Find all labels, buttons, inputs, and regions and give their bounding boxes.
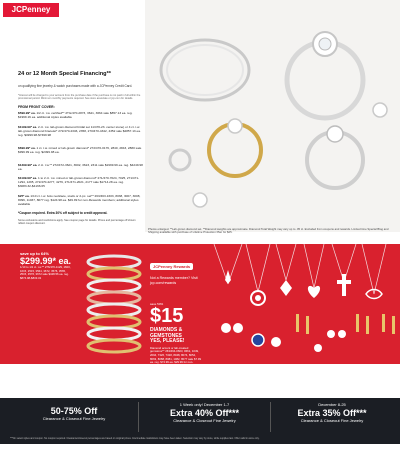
promo-price: $15 xyxy=(150,305,184,327)
offer-price: $1199.99* ea. xyxy=(18,176,38,180)
promo-detail: Diamond accent or lab-created gemstone** 263/464-0603, 0661, 1049, 2094, 7326, 7328, 8048, 8074, 8054, 8063, 8088, 8081, 1082, 8077 sale $7.99 ea. reg. $74.99 ea. $29.99 for non-Rewards members; additional styles available xyxy=(150,345,202,372)
financing-title: 24 or 12 Month Special Financing** xyxy=(18,71,111,77)
offer-item xyxy=(18,125,143,137)
save-price: $299.99* ea. xyxy=(20,256,72,266)
offer-item xyxy=(18,194,143,206)
footer-offer-clearance[interactable] xyxy=(14,398,134,436)
necklaces-illustration xyxy=(206,244,400,364)
rewards-badge[interactable]: JCPenney Rewards xyxy=(150,263,193,270)
promo-heading: DIAMONDS & GEMSTONES YES, PLEASE! xyxy=(150,327,185,345)
offer-item xyxy=(18,111,143,119)
photo-captions: Photos enlarged. **Lab-grown diamond set. **Diamond weights are approximate. Diamond Total Weight may vary up to .05 ct. Excluded from coupons and rewards. Limited time Special Blog and Shipping available with purchase of Lifetime Protection Plan for $25. xyxy=(148,227,389,235)
financing-fine-print: *Interest will be charged to your account from the purchase date if the purchase is not paid in full within the promotional period. Minimum monthly payments required. See store associate or jcp.com for details. xyxy=(18,94,141,101)
save-up-to-block xyxy=(20,251,72,280)
footer-offer-headline: Extra 35% Off*** xyxy=(297,408,367,418)
footer-divider xyxy=(270,402,271,432)
offer-text: 1 ct. t.w. mined or lab-grown diamond* 272/470-0176, 2840, 2843, 2880 sale $999.99 ea. reg. $2499.98 ea. xyxy=(18,146,142,154)
offer-item xyxy=(18,176,143,188)
from-cover-heading: FROM FRONT COVER: xyxy=(18,105,55,109)
offer-price: $1299.99* ea. xyxy=(18,163,38,167)
offer-price: $1199.99* ea. xyxy=(18,125,38,129)
financing-subtitle: on qualifying fine jewelry & watch purchases made with a JCPenney Credit Card. xyxy=(18,84,133,88)
offer-text: 1/10 ct. t.w. bolo necklace, studs or 2-pc. set** 263/463-1603, 8038, 3007, 3008, 8096, 11037, 8077 reg. $124.98 ea. $49.99 for non-Rewards members; additional styles available xyxy=(18,194,141,206)
footer-offer-headline: Extra 40% Off*** xyxy=(169,408,240,418)
save-details: 1/10 to 1/2 ct. t.w.** 276/470-1129, 1603, 1615, 2515, 3564, 3672, 3576, 3565, 2515, 3576, 3672 sale $428.56 ea. reg. $874.98-$833.32 xyxy=(20,265,71,280)
offer-text: 2 ct. t.w. lab-grown diamond bridal set 11/470-23. center stone) or 4 ct. t.w. lab-grown diamond bracelet* 272/470-2346, 2358, 270/470-4342, 4352 sale $2857.13 ea. reg. $4999.98-$7499.98 xyxy=(18,125,141,137)
footer-disclaimer: ***On select styles and coupon. No coupon required. Clearance/closeout percentages are based on original prices. Intermediate markdowns may have been taken. Selection may vary by store, while supplies last. Offer valid in-store only. xyxy=(10,437,260,440)
offer-item xyxy=(18,163,143,171)
save-up-to-label: save up to 64% xyxy=(20,251,49,256)
offer-item xyxy=(18,146,143,154)
footer-offer-dates: December 8-25 xyxy=(318,402,346,407)
diamonds-gemstones-promo xyxy=(150,302,202,372)
footer-offer-dates: 1 Week only! December 1-7 xyxy=(179,402,230,407)
coupon-fine-print: Some exclusions and restrictions apply. See coupon page for details. Prices and percentage off shown reflect coupon discount. xyxy=(18,219,136,226)
offer-price: $25* ea. xyxy=(18,194,30,198)
footer-offer-headline: 50-75% Off xyxy=(50,406,98,416)
offer-price: $699.99* ea. xyxy=(18,146,36,150)
footer-offer-subtext: Clearance & Closeout Fine Jewelry xyxy=(173,418,236,423)
rewards-block xyxy=(150,255,204,285)
stacked-rings-photo xyxy=(74,252,152,356)
footer-offer-week[interactable] xyxy=(142,398,267,436)
jcpenney-logo[interactable]: JCPenney xyxy=(3,3,59,17)
footer-offer-subtext: Clearance & Closeout Fine Jewelry xyxy=(300,418,364,423)
footer-offer-december[interactable] xyxy=(272,398,392,436)
offer-text: 2 ct. t.w.** 272/472-3621, 3602, 3623, 2311 sale $1999.99 ea. reg. $4249.98 ea. xyxy=(18,163,143,171)
stacked-rings-illustration xyxy=(74,252,152,356)
coupon-heading: *Coupon required. Extra 30% off subject to credit approval. xyxy=(18,211,108,215)
offer-price: $599.99* ea. xyxy=(18,111,36,115)
footer-divider xyxy=(138,402,139,432)
offer-text: 1 to 2 ct. t.w. mined or lab-grown diamond* 271/470-7024, 7025, 271/471-1294, 1295, 272/470-4277, 4279, 271/471-2021, 2177 sale $1714.28 ea. reg. $3083.32-$4166.65 xyxy=(18,176,140,188)
featured-jewelry-photo xyxy=(145,0,400,232)
necklaces-earrings-photo xyxy=(206,244,400,364)
offer-text: 1/2 ct. t.w. certified** 2TG/470-2873, 3641, 3664 sale $857.13 ea. reg. $1999.16 ea. additional styles available xyxy=(18,111,133,119)
jewelry-photo-illustration xyxy=(145,0,400,232)
footer-offer-subtext: Clearance & Closeout Fine Jewelry xyxy=(42,416,106,421)
rewards-join-text: Not a Rewards member? Visit jcp.com/rewards xyxy=(150,276,198,285)
promo-save-label: save 50% xyxy=(150,302,164,306)
